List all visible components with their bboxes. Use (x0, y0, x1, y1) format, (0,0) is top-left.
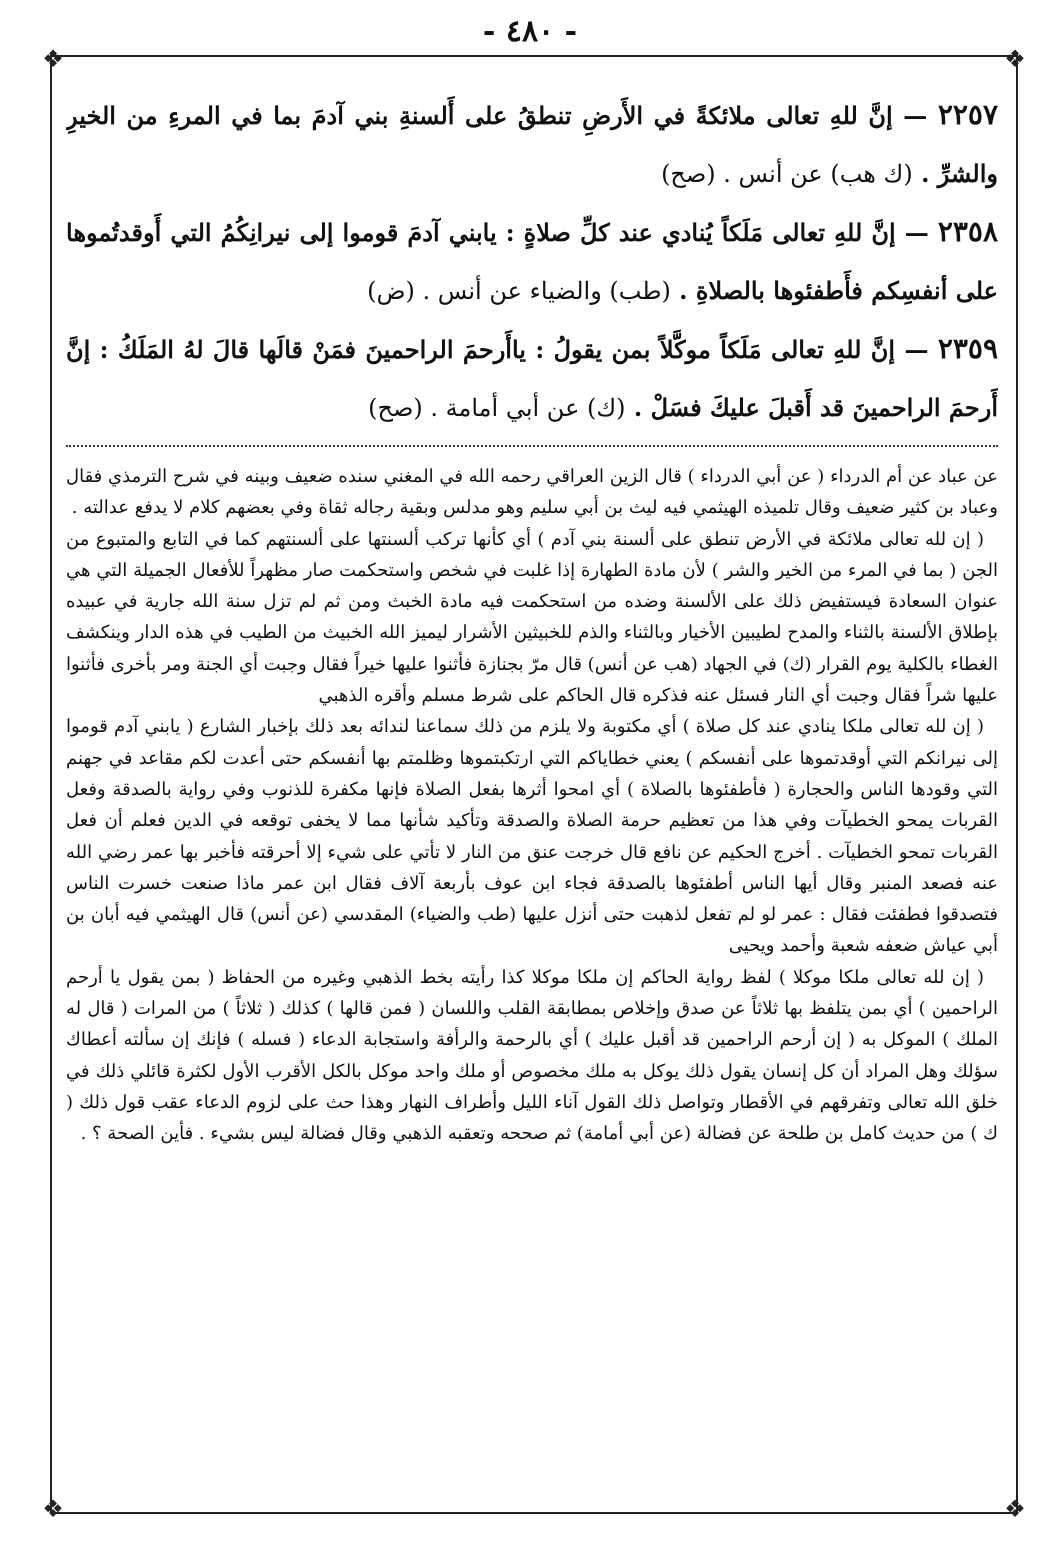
corner-ornament-icon: ❖ (42, 1495, 64, 1523)
commentary-paragraph: عن عباد عن أم الدرداء ( عن أبي الدرداء ) قال الزين العراقي رحمه الله في المغني سنده ضعيف وبينه في شرح الترمذي فقال وعباد بن كثير ضعيف وقال تلميذه الهيثمي فيه ليث بن أبي سليم وهو مدلس وبقية رجاله ثقاة وفي بعضهم كلام لا يدفع عدالته . (66, 466, 998, 519)
hadith-source: (ك) عن أبي أمامة . (صح) (368, 394, 626, 422)
hadith-2257 (66, 86, 998, 203)
hadith-text: — إنَّ للهِ تعالى ملائكةً في الأَرضِ تنطقُ على أَلسنةِ بني آدمَ بما في المرءِ من الخيرِ والشرِّ . (66, 101, 998, 188)
commentary-paragraph: ( إن لله تعالى ملكا ينادي عند كل صلاة ) أي مكتوبة ولا يلزم من ذلك سماعنا لندائه بعد ذلك بإخبار الشارع ( يابني آدم قوموا إلى نيرانكم التي أوقدتموها على أنفسكم ) يعني خطاياكم التي ارتكبتموها وظلمتم بها أنفسكم حتى أعدت لكم مقاعد في جهنم التي وقودها الناس والحجارة ( فأطفئوها بالصلاة ) أي امحوا أثرها بفعل الصلاة فإنها مكفرة للذنوب وفي رواية بالصدقة وفعل القربات يمحو الخطيآت وفي هذا من تعظيم حرمة الصلاة والصدقة وتأكيد شأنها مما لا يخفى توقعه في الدين فعلم أن فعل القربات تمحو الخطيآت . أخرج الحكيم عن نافع قال خرجت عنق من النار لا تأتي على شيء إلا أحرقته فأخبر بها عمر رضي الله عنه فصعد المنبر وقال أيها الناس أطفئوها بالصدقة فجاء ابن عوف بأربعة آلاف فقال ابن عمر ماذا صنعت خسرت الناس فتصدقوا فطفئت فقال : عمر لو لم تفعل لذهبت حتى أنزل عليها (طب والضياء) المقدسي (عن أنس) قال الهيثمي فيه أبان بن أبي عياش ضعفه شعبة وأحمد ويحيى (66, 716, 998, 957)
commentary-section (66, 461, 998, 1150)
hadith-2359 (66, 320, 998, 437)
corner-ornament-icon: ❖ (42, 45, 64, 73)
section-divider (66, 445, 998, 447)
hadith-source: (طب) والضياء عن أنس . (ض) (367, 277, 671, 305)
hadith-number: ٢٢٥٧ (937, 98, 998, 131)
hadith-section (66, 86, 998, 437)
corner-ornament-icon: ❖ (1004, 45, 1026, 73)
hadith-number: ٢٣٥٨ (937, 215, 998, 248)
hadith-text: — إنَّ للهِ تعالى مَلَكاً يُنادي عند كلِّ صلاةٍ : يابني آدمَ قوموا إلى نيرانِكُمُ التي أَوقدتُموها على أنفسِكم فأَطفئوها بالصلاةِ . (66, 218, 998, 305)
hadith-2358 (66, 203, 998, 320)
commentary-paragraph: ( إن لله تعالى ملائكة في الأرض تنطق على ألسنة بني آدم ) أي كأنها تركب ألسنتها على ألسنتهم كما في التابع والمتبوع من الجن ( بما في المرء من الخير والشر ) لأن مادة الطهارة إذا غلبت في شخص واستحكمت صار مظهراً للأفعال الجميلة التي هي عنوان السعادة فيستفيض ذلك على الألسنة وضده من استحكمت فيه مادة الخبث ومن ثم لم تزل سنة الله جارية في عبيده بإطلاق الألسنة بالثناء والمدح لطيبين الأخيار وبالثناء والذم للخبيثين الأشرار ليميز الله الخبيث من الطيب في هذه الدار وينكشف الغطاء بالكلية يوم القرار (ك) في الجهاد (هب عن أنس) قال مرّ بجنازة فأثنوا عليها خيراً فقال وجبت أي الجنة ومر بأخرى فأثنوا عليها شراً فقال وجبت أي النار فسئل عنه فذكره قال الحاكم على شرط مسلم وأقره الذهبي (66, 528, 998, 707)
hadith-number: ٢٣٥٩ (937, 332, 998, 365)
commentary-paragraph: ( إن لله تعالى ملكا موكلا ) لفظ رواية الحاكم إن ملكا موكلا كذا رأيته بخط الذهبي وغيره من الحفاظ ( بمن يقول يا أرحم الراحمين ) أي بمن يتلفظ بها ثلاثاً عن صدق وإخلاص بمطابقة القلب واللسان ( فمن قالها ) كذلك ( ثلاثاً ) من المرات ( قال له الملك ) الموكل به ( إن أرحم الراحمين قد أقبل عليك ) أي بالرحمة والرأفة واستجابة الدعاء ( فسله ) فإنك إن سألته أعطاك سؤلك وهل المراد أن كل إنسان يقول ذلك يوكل به ملك مخصوص أو ملك واحد موكل بالكل الأقرب الأول لكثرة قائلي ذلك في خلق الله تعالى وتفرقهم في الأقطار وتواصل ذلك القول آناء الليل وأطراف النهار وهذا حث على لزوم الدعاء عقب قول ذلك ( ك ) من حديث كامل بن طلحة عن فضالة (عن أبي أمامة) ثم صححه وتعقبه الذهبي وقال فضالة ليس بشيء . فأين الصحة ؟ . (66, 966, 998, 1145)
hadith-text: — إنَّ للهِ تعالى مَلَكاً موكَّلاً بمن يقولُ : ياأَرحمَ الراحمينَ فمَنْ قالَها قالَ لهُ المَلَكُ : إنَّ أَرحمَ الراحمينَ قد أَقبلَ عليكَ فسَلْ . (66, 335, 998, 422)
page-number: - ٤٨٠ - (482, 14, 578, 49)
corner-ornament-icon: ❖ (1004, 1495, 1026, 1523)
page-content (66, 86, 998, 1500)
hadith-source: (ك هب) عن أنس . (صح) (661, 160, 913, 188)
